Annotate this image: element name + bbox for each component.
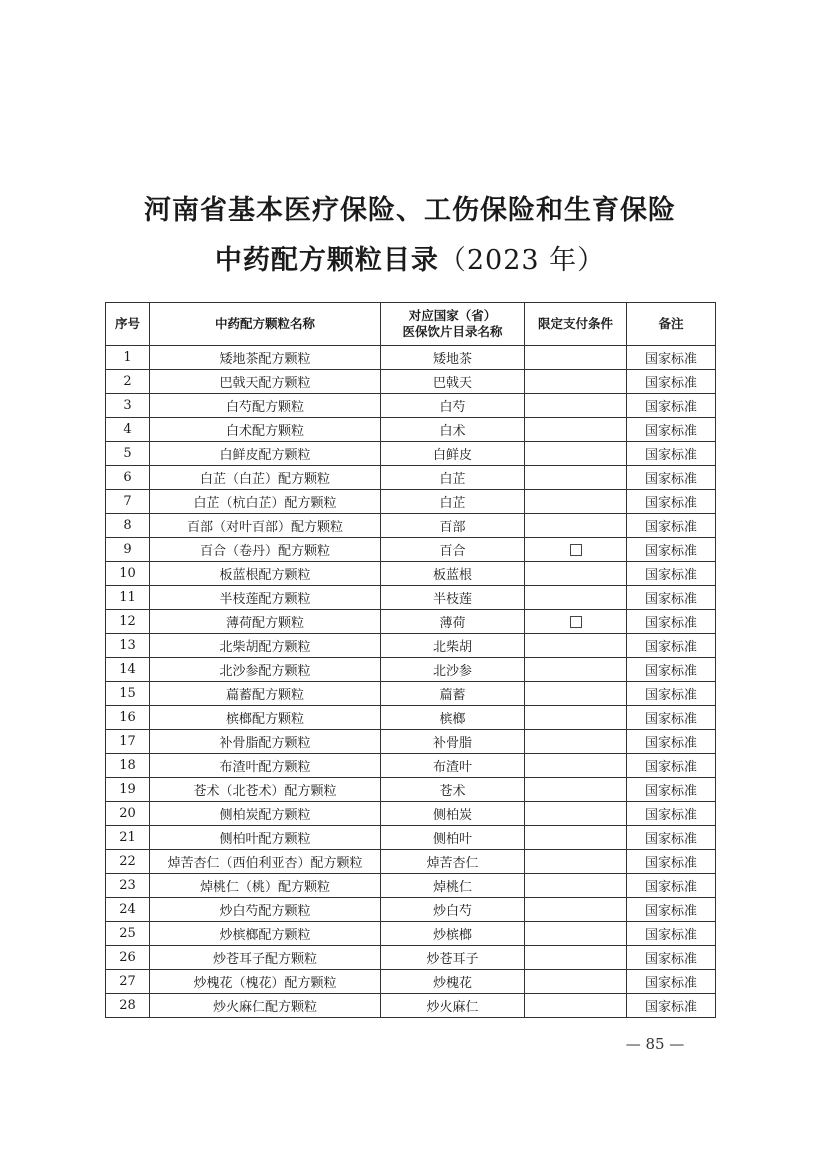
cell-payment-condition [525, 514, 627, 538]
table-row [106, 946, 716, 970]
cell-reference-name: 炒白芍 [381, 898, 525, 922]
header-reference-name [381, 303, 525, 346]
restriction-checkbox-icon [570, 544, 582, 556]
table-row [106, 682, 716, 706]
cell-payment-condition [525, 754, 627, 778]
cell-serial: 16 [106, 706, 150, 730]
cell-granule-name: 侧柏炭配方颗粒 [150, 802, 381, 826]
title-main: 中药配方颗粒目录 [214, 245, 439, 276]
cell-granule-name: 炒槐花（槐花）配方颗粒 [150, 970, 381, 994]
cell-remarks: 国家标准 [627, 442, 716, 466]
cell-payment-condition [525, 346, 627, 370]
cell-payment-condition [525, 706, 627, 730]
cell-remarks: 国家标准 [627, 850, 716, 874]
cell-payment-condition [525, 658, 627, 682]
table-row [106, 490, 716, 514]
table-row [106, 778, 716, 802]
cell-remarks: 国家标准 [627, 874, 716, 898]
cell-granule-name: 白术配方颗粒 [150, 418, 381, 442]
cell-payment-condition [525, 802, 627, 826]
cell-reference-name: 槟榔 [381, 706, 525, 730]
cell-payment-condition [525, 418, 627, 442]
table-row [106, 586, 716, 610]
cell-reference-name: 白术 [381, 418, 525, 442]
cell-reference-name: 布渣叶 [381, 754, 525, 778]
cell-payment-condition [525, 922, 627, 946]
cell-granule-name: 板蓝根配方颗粒 [150, 562, 381, 586]
cell-granule-name: 炒火麻仁配方颗粒 [150, 994, 381, 1018]
cell-serial: 13 [106, 634, 150, 658]
cell-payment-condition [525, 562, 627, 586]
table-row [106, 898, 716, 922]
cell-granule-name: 苍术（北苍术）配方颗粒 [150, 778, 381, 802]
cell-serial: 25 [106, 922, 150, 946]
cell-serial: 24 [106, 898, 150, 922]
cell-payment-condition [525, 826, 627, 850]
cell-reference-name: 板蓝根 [381, 562, 525, 586]
cell-granule-name: 炒槟榔配方颗粒 [150, 922, 381, 946]
cell-serial: 2 [106, 370, 150, 394]
cell-remarks: 国家标准 [627, 802, 716, 826]
cell-payment-condition [525, 538, 627, 562]
cell-payment-condition [525, 442, 627, 466]
cell-granule-name: 白芷（杭白芷）配方颗粒 [150, 490, 381, 514]
cell-remarks: 国家标准 [627, 778, 716, 802]
table-row [106, 346, 716, 370]
table-row [106, 970, 716, 994]
cell-reference-name: 北柴胡 [381, 634, 525, 658]
cell-granule-name: 百部（对叶百部）配方颗粒 [150, 514, 381, 538]
cell-remarks: 国家标准 [627, 970, 716, 994]
cell-remarks: 国家标准 [627, 682, 716, 706]
cell-reference-name: 补骨脂 [381, 730, 525, 754]
cell-payment-condition [525, 586, 627, 610]
cell-serial: 10 [106, 562, 150, 586]
cell-remarks: 国家标准 [627, 994, 716, 1018]
cell-remarks: 国家标准 [627, 946, 716, 970]
cell-payment-condition [525, 370, 627, 394]
cell-granule-name: 百合（卷丹）配方颗粒 [150, 538, 381, 562]
table-row [106, 874, 716, 898]
cell-granule-name: 白芍配方颗粒 [150, 394, 381, 418]
header-reference-line2: 医保饮片目录名称 [402, 324, 503, 339]
table-row [106, 442, 716, 466]
cell-granule-name: 槟榔配方颗粒 [150, 706, 381, 730]
table-row [106, 754, 716, 778]
cell-remarks: 国家标准 [627, 418, 716, 442]
cell-remarks: 国家标准 [627, 586, 716, 610]
cell-granule-name: 白芷（白芷）配方颗粒 [150, 466, 381, 490]
cell-remarks: 国家标准 [627, 346, 716, 370]
page-number: — 85 — [625, 1035, 685, 1053]
cell-serial: 20 [106, 802, 150, 826]
cell-payment-condition [525, 730, 627, 754]
document-title-line2 [0, 238, 820, 277]
table-row [106, 730, 716, 754]
cell-serial: 15 [106, 682, 150, 706]
cell-serial: 22 [106, 850, 150, 874]
table-row [106, 370, 716, 394]
cell-granule-name: 萹蓄配方颗粒 [150, 682, 381, 706]
cell-serial: 28 [106, 994, 150, 1018]
cell-reference-name: 薄荷 [381, 610, 525, 634]
cell-remarks: 国家标准 [627, 490, 716, 514]
granule-catalog-table [105, 302, 716, 1018]
cell-serial: 27 [106, 970, 150, 994]
header-granule-name: 中药配方颗粒名称 [150, 303, 381, 346]
table-row [106, 922, 716, 946]
cell-reference-name: 萹蓄 [381, 682, 525, 706]
header-serial: 序号 [106, 303, 150, 346]
cell-payment-condition [525, 850, 627, 874]
cell-granule-name: 布渣叶配方颗粒 [150, 754, 381, 778]
cell-serial: 18 [106, 754, 150, 778]
cell-remarks: 国家标准 [627, 634, 716, 658]
title-year: （2023 年） [438, 245, 606, 276]
cell-serial: 19 [106, 778, 150, 802]
cell-remarks: 国家标准 [627, 538, 716, 562]
cell-reference-name: 矮地茶 [381, 346, 525, 370]
cell-serial: 8 [106, 514, 150, 538]
cell-remarks: 国家标准 [627, 826, 716, 850]
cell-remarks: 国家标准 [627, 658, 716, 682]
cell-serial: 7 [106, 490, 150, 514]
cell-payment-condition [525, 490, 627, 514]
cell-granule-name: 矮地茶配方颗粒 [150, 346, 381, 370]
cell-granule-name: 焯桃仁（桃）配方颗粒 [150, 874, 381, 898]
cell-reference-name: 白鲜皮 [381, 442, 525, 466]
cell-payment-condition [525, 898, 627, 922]
restriction-checkbox-icon [570, 616, 582, 628]
cell-granule-name: 炒白芍配方颗粒 [150, 898, 381, 922]
table-row [106, 850, 716, 874]
cell-reference-name: 白芷 [381, 490, 525, 514]
table-row [106, 802, 716, 826]
cell-serial: 9 [106, 538, 150, 562]
cell-remarks: 国家标准 [627, 394, 716, 418]
cell-remarks: 国家标准 [627, 754, 716, 778]
cell-reference-name: 炒苍耳子 [381, 946, 525, 970]
table-body [106, 346, 716, 1018]
table-row [106, 394, 716, 418]
table-row [106, 634, 716, 658]
table-row [106, 514, 716, 538]
cell-reference-name: 侧柏叶 [381, 826, 525, 850]
cell-serial: 14 [106, 658, 150, 682]
cell-payment-condition [525, 874, 627, 898]
cell-granule-name: 北沙参配方颗粒 [150, 658, 381, 682]
cell-serial: 17 [106, 730, 150, 754]
cell-reference-name: 白芷 [381, 466, 525, 490]
cell-granule-name: 白鲜皮配方颗粒 [150, 442, 381, 466]
cell-payment-condition [525, 946, 627, 970]
cell-serial: 4 [106, 418, 150, 442]
cell-reference-name: 百合 [381, 538, 525, 562]
cell-granule-name: 巴戟天配方颗粒 [150, 370, 381, 394]
cell-granule-name: 焯苦杏仁（西伯利亚杏）配方颗粒 [150, 850, 381, 874]
cell-remarks: 国家标准 [627, 562, 716, 586]
header-payment-condition: 限定支付条件 [525, 303, 627, 346]
cell-serial: 21 [106, 826, 150, 850]
cell-reference-name: 焯桃仁 [381, 874, 525, 898]
cell-reference-name: 巴戟天 [381, 370, 525, 394]
cell-remarks: 国家标准 [627, 922, 716, 946]
cell-payment-condition [525, 610, 627, 634]
cell-granule-name: 半枝莲配方颗粒 [150, 586, 381, 610]
table-row [106, 826, 716, 850]
cell-serial: 1 [106, 346, 150, 370]
cell-reference-name: 炒槐花 [381, 970, 525, 994]
cell-remarks: 国家标准 [627, 610, 716, 634]
table-header-row [106, 303, 716, 346]
cell-reference-name: 半枝莲 [381, 586, 525, 610]
cell-granule-name: 侧柏叶配方颗粒 [150, 826, 381, 850]
cell-serial: 3 [106, 394, 150, 418]
cell-serial: 11 [106, 586, 150, 610]
cell-granule-name: 北柴胡配方颗粒 [150, 634, 381, 658]
header-remarks: 备注 [627, 303, 716, 346]
cell-payment-condition [525, 466, 627, 490]
cell-payment-condition [525, 970, 627, 994]
cell-reference-name: 焯苦杏仁 [381, 850, 525, 874]
table-row [106, 994, 716, 1018]
cell-reference-name: 侧柏炭 [381, 802, 525, 826]
cell-remarks: 国家标准 [627, 730, 716, 754]
cell-reference-name: 炒火麻仁 [381, 994, 525, 1018]
cell-reference-name: 苍术 [381, 778, 525, 802]
table-row [106, 562, 716, 586]
cell-reference-name: 炒槟榔 [381, 922, 525, 946]
cell-payment-condition [525, 394, 627, 418]
cell-payment-condition [525, 682, 627, 706]
cell-serial: 6 [106, 466, 150, 490]
cell-serial: 23 [106, 874, 150, 898]
cell-payment-condition [525, 994, 627, 1018]
cell-reference-name: 北沙参 [381, 658, 525, 682]
cell-serial: 5 [106, 442, 150, 466]
table-row [106, 658, 716, 682]
cell-payment-condition [525, 634, 627, 658]
cell-granule-name: 薄荷配方颗粒 [150, 610, 381, 634]
table-row [106, 466, 716, 490]
table-row [106, 418, 716, 442]
cell-granule-name: 补骨脂配方颗粒 [150, 730, 381, 754]
cell-granule-name: 炒苍耳子配方颗粒 [150, 946, 381, 970]
table-row [106, 538, 716, 562]
cell-remarks: 国家标准 [627, 706, 716, 730]
cell-payment-condition [525, 778, 627, 802]
table-row [106, 610, 716, 634]
table-row [106, 706, 716, 730]
cell-serial: 12 [106, 610, 150, 634]
cell-remarks: 国家标准 [627, 898, 716, 922]
cell-reference-name: 白芍 [381, 394, 525, 418]
header-reference-line1: 对应国家（省） [408, 308, 497, 323]
cell-remarks: 国家标准 [627, 466, 716, 490]
cell-reference-name: 百部 [381, 514, 525, 538]
cell-serial: 26 [106, 946, 150, 970]
document-title-line1: 河南省基本医疗保险、工伤保险和生育保险 [144, 195, 676, 226]
cell-remarks: 国家标准 [627, 370, 716, 394]
cell-remarks: 国家标准 [627, 514, 716, 538]
